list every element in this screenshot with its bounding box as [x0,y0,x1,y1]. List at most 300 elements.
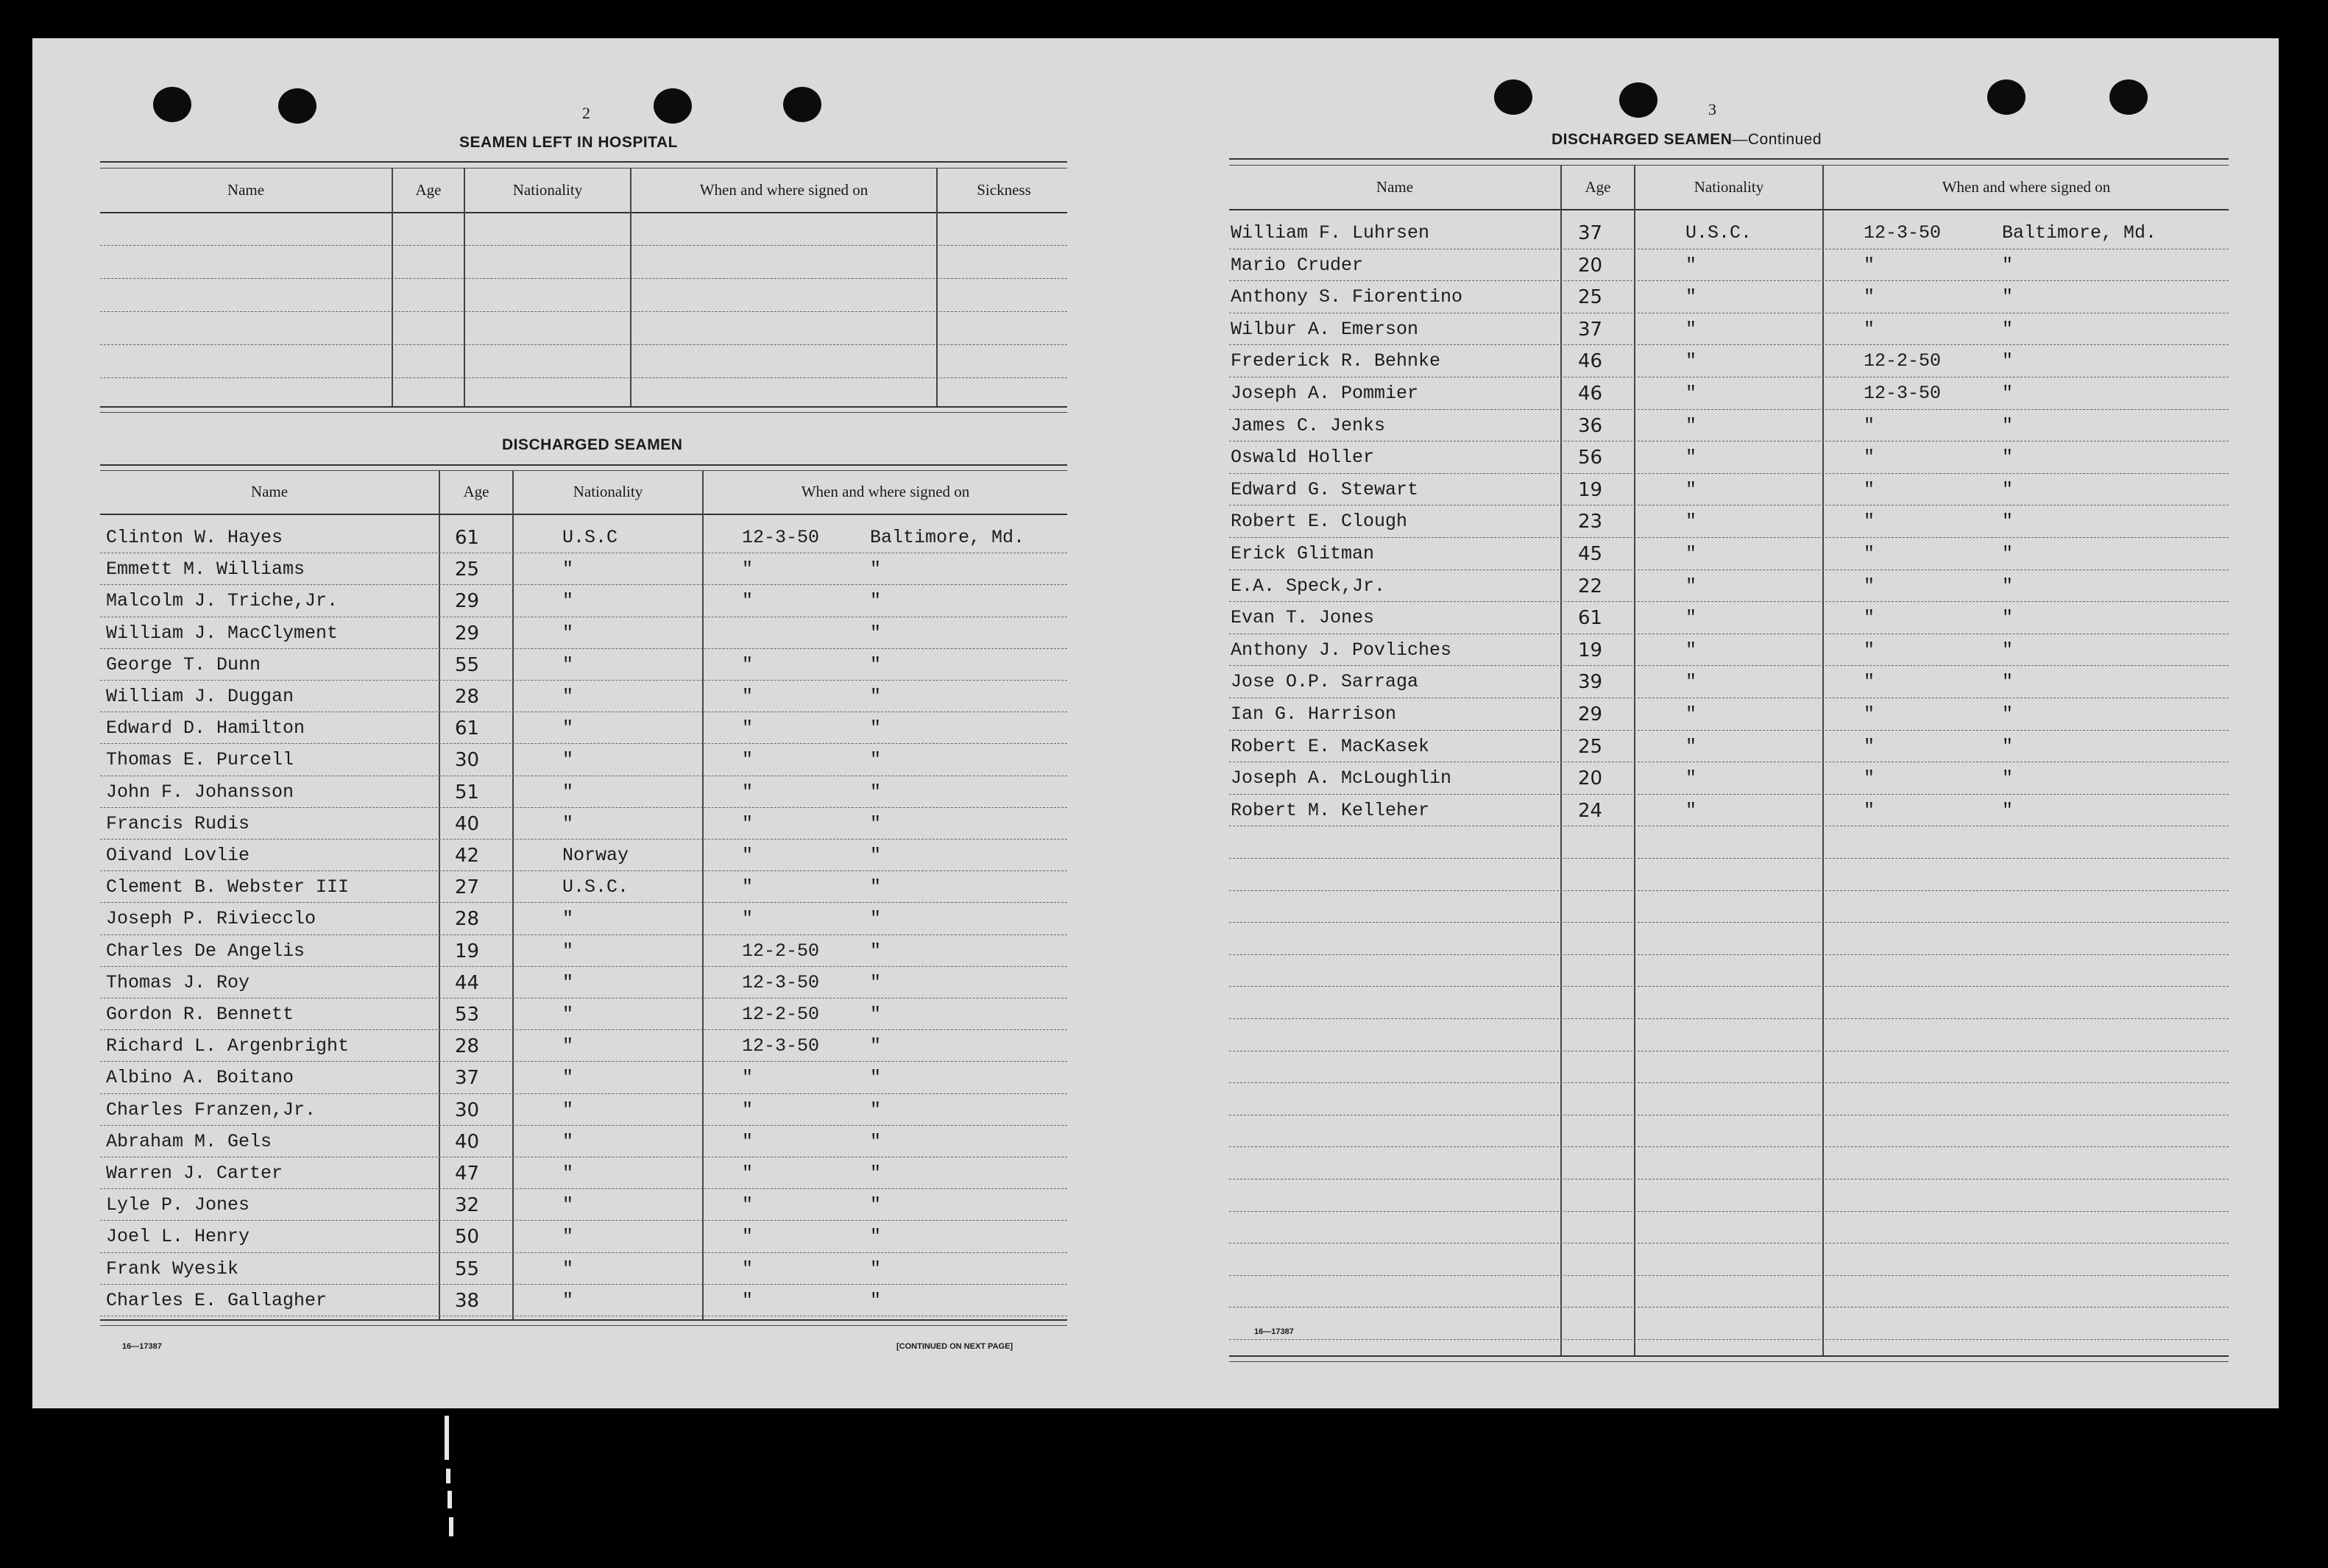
row-line [100,584,1067,585]
seaman-name: Francis Rudis [106,812,250,834]
signed-on-date: " [742,749,754,771]
seaman-nationality: " [562,1257,574,1280]
seaman-name: Charles E. Gallagher [106,1289,328,1311]
column-header-signed-on: When and where signed on [1942,178,2111,196]
column-divider [630,168,631,406]
seaman-age: 19 [1578,478,1603,501]
seaman-age: 19 [455,940,480,962]
rule [100,470,1067,471]
signed-on-date: 12-3-50 [1864,222,1942,244]
seaman-age: 61 [455,717,480,740]
seaman-nationality: " [1685,607,1697,629]
seaman-nationality: " [562,558,574,581]
seaman-age: 29 [455,622,480,645]
signed-on-date: " [742,1099,754,1121]
signed-on-place: " [870,653,882,675]
punch-hole [1494,79,1532,115]
signed-on-place: " [870,1099,882,1121]
seaman-nationality: " [562,1004,574,1025]
seaman-name: Malcolm J. Triche,Jr. [106,590,339,612]
signed-on-place: " [870,717,882,739]
signed-on-date: " [742,845,754,866]
continued-note: [CONTINUED ON NEXT PAGE] [896,1342,1013,1351]
seaman-nationality: " [562,1194,574,1216]
seaman-name: Gordon R. Bennett [106,1004,294,1025]
seaman-age: 56 [1578,447,1603,469]
row-line [100,1220,1067,1221]
scan-artifact [447,1491,452,1508]
seaman-name: William J. MacClyment [106,622,339,644]
seaman-nationality: " [562,686,574,707]
signed-on-place: " [2002,767,2014,790]
seaman-name: Mario Cruder [1231,254,1364,276]
signed-on-place: Baltimore, Md. [2002,222,2157,244]
signed-on-place: " [2002,511,2014,533]
seaman-age: 53 [455,1004,480,1026]
seaman-nationality: " [562,1067,574,1089]
rule [100,212,1067,213]
rule [1229,158,2229,160]
seaman-name: Lyle P. Jones [106,1194,250,1216]
signed-on-place: " [870,1067,882,1089]
page-number: 2 [582,104,590,122]
column-header-nationality: Nationality [512,181,583,199]
seaman-age: 55 [455,653,480,676]
column-header-signed-on: When and where signed on [699,181,868,199]
seaman-nationality: " [562,1163,574,1184]
seaman-nationality: " [562,717,574,739]
row-line [1229,1307,2229,1308]
column-divider [392,168,393,406]
seaman-age: 22 [1578,575,1603,597]
signed-on-place: " [2002,286,2014,308]
seaman-name: Clinton W. Hayes [106,527,283,548]
signed-on-date: " [1864,543,1875,564]
row-line [100,743,1067,744]
seaman-age: 23 [1578,511,1603,533]
seaman-name: E.A. Speck,Jr. [1231,575,1386,597]
rule [1229,165,2229,166]
signed-on-date: " [742,812,754,834]
column-header-age: Age [463,483,489,500]
signed-on-date: " [742,1289,754,1311]
seaman-nationality: U.S.C [562,527,618,548]
seaman-age: 42 [455,845,480,867]
row-line [1229,730,2229,731]
seaman-name: Charles Franzen,Jr. [106,1099,316,1121]
seaman-age: 37 [1578,318,1603,341]
row-line [100,1188,1067,1189]
signed-on-place: " [2002,671,2014,693]
column-header-nationality: Nationality [573,483,643,500]
signed-on-date: " [1864,607,1875,629]
seaman-age: 30 [455,1099,480,1121]
row-line [100,1093,1067,1094]
signed-on-date: 12-2-50 [1864,350,1942,372]
seaman-age: 25 [1578,286,1603,309]
row-line [100,278,1067,279]
punch-hole [278,88,316,124]
seaman-age: 20 [1578,254,1603,277]
row-line [1229,858,2229,859]
rule [100,464,1067,466]
seaman-name: Anthony J. Povliches [1231,639,1452,661]
title-main: DISCHARGED SEAMEN [1552,131,1733,148]
seaman-age: 24 [1578,799,1603,822]
signed-on-place: " [870,940,882,962]
seaman-nationality: " [562,940,574,962]
punch-hole [654,88,692,124]
punch-hole [783,87,821,122]
seaman-nationality: " [562,653,574,675]
seaman-age: 28 [455,908,480,931]
seaman-nationality: " [562,1289,574,1311]
signed-on-date: " [1864,414,1875,436]
row-line [100,648,1067,649]
signed-on-place: " [2002,478,2014,500]
column-header-name: Name [250,483,289,500]
row-line [100,1061,1067,1062]
seaman-name: Richard L. Argenbright [106,1035,350,1057]
signed-on-date: " [742,717,754,739]
seaman-nationality: " [1685,286,1697,308]
signed-on-date: " [1864,575,1875,597]
scan-artifact [445,1416,449,1460]
signed-on-date: " [742,908,754,930]
signed-on-place: " [870,558,882,581]
rule [100,514,1067,515]
seaman-age: 20 [1578,767,1603,790]
signed-on-place: " [870,1226,882,1248]
signed-on-date: " [1864,254,1875,276]
signed-on-place: " [870,749,882,771]
discharged-continued-title [1552,131,1822,149]
seaman-name: Thomas J. Roy [106,971,250,993]
seaman-age: 61 [455,527,480,549]
signed-on-date: " [742,1163,754,1184]
manifest-sheet [32,38,2279,1408]
seaman-name: Joel L. Henry [106,1226,250,1248]
seaman-age: 47 [455,1163,480,1185]
seaman-nationality: " [562,622,574,644]
signed-on-place: " [2002,447,2014,469]
seaman-nationality: " [1685,511,1697,533]
row-line [100,245,1067,246]
seaman-nationality: " [562,971,574,993]
seaman-age: 19 [1578,639,1603,661]
signed-on-place: " [2002,575,2014,597]
row-line [1229,537,2229,538]
signed-on-place: " [870,971,882,993]
seaman-nationality: " [1685,414,1697,436]
seaman-nationality: " [562,749,574,771]
seaman-age: 40 [455,1130,480,1153]
seaman-nationality: U.S.C. [1685,222,1752,244]
row-line [1229,473,2229,474]
column-header-signed-on: When and where signed on [801,483,970,500]
seaman-name: John F. Johansson [106,781,294,803]
row-line [100,902,1067,903]
rule [100,161,1067,163]
row-line [1229,344,2229,345]
seaman-name: Oivand Lovlie [106,845,250,866]
seaman-name: Robert E. MacKasek [1231,735,1430,757]
seaman-age: 46 [1578,383,1603,405]
seaman-nationality: " [1685,575,1697,597]
column-header-age: Age [415,181,442,199]
signed-on-place: " [870,1004,882,1025]
seaman-nationality: Norway [562,845,629,866]
seaman-name: Joseph A. Pommier [1231,383,1419,404]
rule [100,1325,1067,1326]
seaman-age: 28 [455,1035,480,1058]
signed-on-place: " [870,812,882,834]
column-divider [512,470,514,1319]
signed-on-date: 12-3-50 [1864,383,1942,404]
column-header-name: Name [227,181,265,199]
row-line [100,807,1067,808]
form-number: 16—17387 [1254,1327,1294,1336]
seaman-name: Clement B. Webster III [106,876,350,898]
signed-on-date: " [742,1130,754,1152]
signed-on-date: " [742,781,754,803]
seaman-age: 29 [455,590,480,613]
row-line [100,934,1067,935]
seaman-name: Edward G. Stewart [1231,478,1419,500]
seaman-age: 25 [1578,735,1603,758]
column-divider [464,168,465,406]
signed-on-date: " [1864,671,1875,693]
signed-on-place: " [870,908,882,930]
column-header-name: Name [1376,178,1414,196]
signed-on-date: 12-2-50 [742,940,820,962]
signed-on-place: " [2002,639,2014,661]
seaman-nationality: " [1685,543,1697,564]
signed-on-place: Baltimore, Md. [870,527,1025,548]
signed-on-date: " [1864,799,1875,821]
seaman-age: 36 [1578,414,1603,437]
signed-on-date: " [1864,318,1875,340]
signed-on-place: " [870,876,882,898]
seaman-age: 46 [1578,350,1603,373]
signed-on-date: " [742,1226,754,1248]
row-line [1229,890,2229,891]
column-divider [1822,165,1824,1355]
row-line [1229,922,2229,923]
seaman-name: Albino A. Boitano [106,1067,294,1089]
seaman-nationality: " [1685,799,1697,821]
column-header-nationality: Nationality [1694,178,1764,196]
seaman-nationality: " [1685,478,1697,500]
signed-on-date: " [742,1067,754,1089]
punch-hole [153,87,191,122]
column-divider [1634,165,1635,1355]
column-header-sickness: Sickness [977,181,1031,199]
signed-on-place: " [870,1194,882,1216]
signed-on-place: " [870,845,882,866]
signed-on-date: 12-3-50 [742,1035,820,1057]
row-line [100,966,1067,967]
row-line [100,1284,1067,1285]
seaman-nationality: " [562,1099,574,1121]
seaman-name: Oswald Holler [1231,447,1375,469]
row-line [100,870,1067,871]
discharged-section-title: DISCHARGED SEAMEN [502,436,683,453]
row-line [100,1029,1067,1030]
seaman-nationality: " [1685,767,1697,790]
signed-on-date: 12-2-50 [742,1004,820,1025]
seaman-nationality: U.S.C. [562,876,629,898]
seaman-nationality: " [562,812,574,834]
signed-on-date: " [1864,286,1875,308]
rule [100,1319,1067,1321]
signed-on-date: " [742,686,754,707]
row-line [100,839,1067,840]
signed-on-place: " [870,1130,882,1152]
seaman-name: Erick Glitman [1231,543,1375,564]
column-header-age: Age [1585,178,1611,196]
rule [1229,1355,2229,1357]
seaman-name: Frank Wyesik [106,1257,239,1280]
seaman-name: Warren J. Carter [106,1163,283,1184]
signed-on-place: " [2002,799,2014,821]
row-line [1229,1243,2229,1244]
seaman-name: Emmett M. Williams [106,558,305,581]
rule [1229,209,2229,210]
seaman-age: 32 [455,1194,480,1217]
row-line [100,680,1067,681]
seaman-age: 29 [1578,703,1603,726]
seaman-nationality: " [1685,254,1697,276]
title-suffix: —Continued [1732,131,1822,148]
punch-hole [2109,79,2148,115]
row-line [1229,665,2229,666]
row-line [1229,1211,2229,1212]
hospital-section-title: SEAMEN LEFT IN HOSPITAL [459,134,678,151]
seaman-nationality: " [1685,350,1697,372]
seaman-nationality: " [1685,671,1697,693]
signed-on-place: " [2002,414,2014,436]
rule [1229,1361,2229,1362]
signed-on-place: " [870,1163,882,1184]
signed-on-place: " [2002,607,2014,629]
row-line [1229,280,2229,281]
seaman-nationality: " [1685,639,1697,661]
seaman-name: Joseph A. McLoughlin [1231,767,1452,790]
seaman-age: 40 [455,812,480,835]
seaman-age: 27 [455,876,480,899]
row-line [100,1252,1067,1253]
signed-on-date: " [1864,767,1875,790]
seaman-age: 30 [455,749,480,772]
seaman-name: Wilbur A. Emerson [1231,318,1419,340]
rule [100,412,1067,413]
form-number: 16—17387 [122,1342,162,1351]
page-number: 3 [1708,100,1716,118]
seaman-name: Robert E. Clough [1231,511,1408,533]
signed-on-date: " [1864,639,1875,661]
scan-artifact [446,1469,450,1483]
seaman-name: James C. Jenks [1231,414,1386,436]
row-line [1229,409,2229,410]
seaman-name: Joseph P. Riviecclo [106,908,316,930]
signed-on-date: " [742,1257,754,1280]
signed-on-place: " [870,686,882,707]
row-line [1229,1339,2229,1340]
row-line [1229,986,2229,987]
row-line [100,311,1067,312]
seaman-age: 50 [455,1226,480,1249]
row-line [1229,1018,2229,1019]
signed-on-place: " [2002,735,2014,757]
seaman-nationality: " [562,908,574,930]
seaman-name: Jose O.P. Sarraga [1231,671,1419,693]
row-line [1229,601,2229,602]
signed-on-date: " [742,590,754,612]
seaman-name: Evan T. Jones [1231,607,1375,629]
seaman-name: William J. Duggan [106,686,294,707]
seaman-age: 25 [455,558,480,581]
seaman-age: 37 [455,1067,480,1090]
seaman-nationality: " [1685,318,1697,340]
seaman-nationality: " [562,590,574,612]
signed-on-place: " [2002,703,2014,725]
row-line [100,344,1067,345]
signed-on-place: " [2002,350,2014,372]
column-divider [936,168,938,406]
signed-on-place: " [870,1289,882,1311]
row-line [100,377,1067,378]
signed-on-date: " [742,1194,754,1216]
signed-on-date: " [1864,478,1875,500]
row-line [1229,794,2229,795]
seaman-name: Frederick R. Behnke [1231,350,1441,372]
signed-on-place: " [870,1257,882,1280]
seaman-nationality: " [1685,383,1697,404]
seaman-age: 55 [455,1257,480,1280]
column-divider [439,470,440,1319]
punch-hole [1619,82,1657,118]
seaman-nationality: " [562,1130,574,1152]
row-line [1229,954,2229,955]
seaman-age: 44 [455,971,480,994]
signed-on-date: " [1864,511,1875,533]
seaman-age: 39 [1578,671,1603,694]
signed-on-date: " [1864,447,1875,469]
signed-on-place: " [2002,254,2014,276]
signed-on-date: " [1864,703,1875,725]
signed-on-place: " [2002,318,2014,340]
signed-on-date: " [742,653,754,675]
signed-on-date: " [1864,735,1875,757]
signed-on-place: " [2002,383,2014,404]
signed-on-place: " [870,622,882,644]
seaman-nationality: " [562,781,574,803]
signed-on-date: 12-3-50 [742,527,820,548]
column-divider [1560,165,1562,1355]
seaman-age: 28 [455,686,480,708]
seaman-age: 51 [455,781,480,803]
seaman-name: William F. Luhrsen [1231,222,1430,244]
signed-on-place: " [870,590,882,612]
signed-on-place: " [870,1035,882,1057]
seaman-nationality: " [1685,447,1697,469]
seaman-name: Charles De Angelis [106,940,305,962]
seaman-name: Edward D. Hamilton [106,717,305,739]
seaman-name: Anthony S. Fiorentino [1231,286,1463,308]
signed-on-date: " [742,558,754,581]
column-divider [702,470,704,1319]
